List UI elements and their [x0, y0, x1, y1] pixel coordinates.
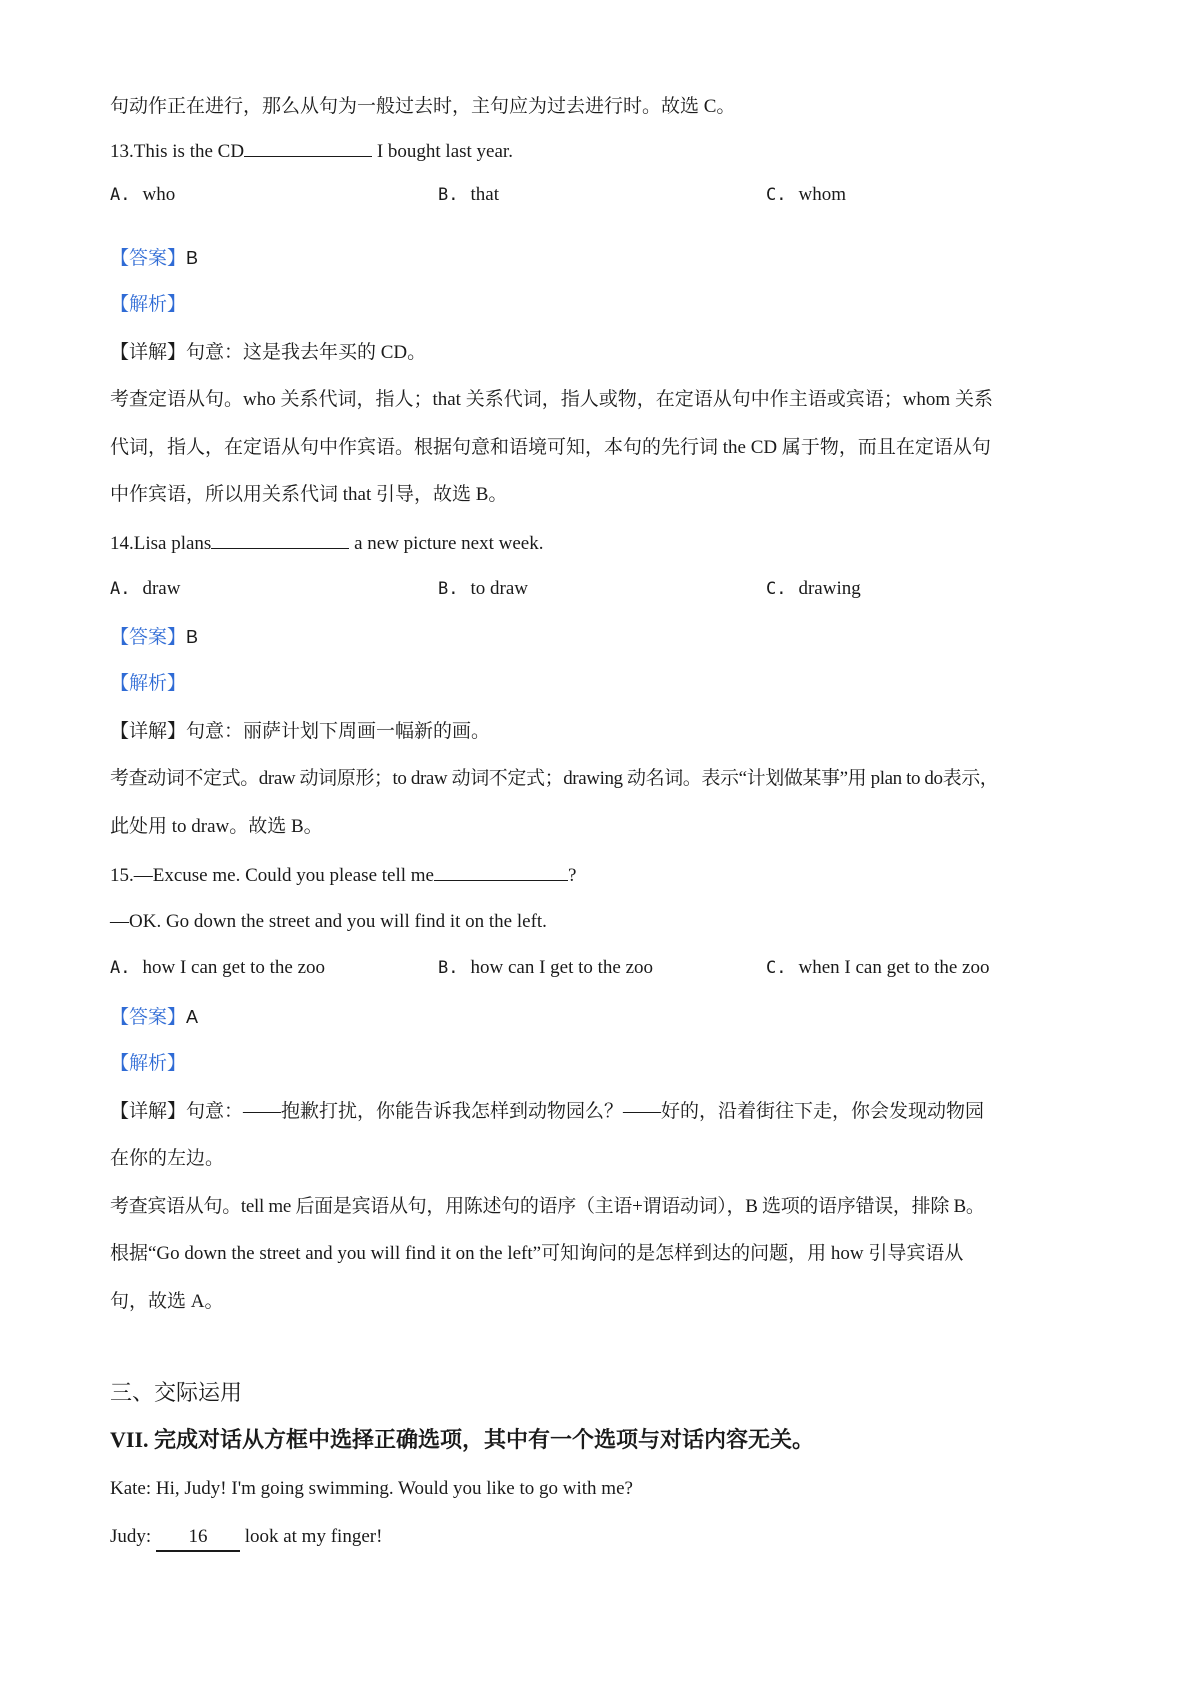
explanation-line: 考查宾语从句。tell me 后面是宾语从句，用陈述句的语序（主语+谓语动词），B 选项的语序错误，排除 B。: [110, 1196, 985, 1217]
option-a: A. how I can get to the zoo: [110, 957, 326, 978]
option-c: C. whom: [766, 184, 846, 205]
detail-line: 【详解】句意：——抱歉打扰，你能告诉我怎样到动物园么？——好的，沿着街往下走，你会发现动物园: [110, 1101, 985, 1122]
option-b: B. that: [438, 184, 499, 205]
analysis-label: 【解析】: [110, 294, 187, 315]
explanation-line: 此处用 to draw。故选 B。: [110, 816, 323, 837]
dialogue-reply: —OK. Go down the street and you will find it on the left.: [110, 911, 547, 932]
option-a: A. draw: [110, 578, 181, 599]
part-title: VII. 完成对话从方框中选择正确选项，其中有一个选项与对话内容无关。: [110, 1427, 815, 1452]
section-heading: 三、交际运用: [110, 1381, 243, 1406]
question-13-stem: 13.This is the CD: [110, 141, 245, 162]
question-15-stem: 15.—Excuse me. Could you please tell me: [110, 865, 434, 886]
detail-line: 【详解】句意：这是我去年买的 CD。: [110, 342, 427, 363]
text-line: 句动作正在进行，那么从句为一般过去时，主句应为过去进行时。故选 C。: [110, 96, 736, 117]
analysis-label: 【解析】: [110, 673, 187, 694]
explanation-line: 根据“Go down the street and you will find it on the left”可知询问的是怎样到达的问题，用 how 引导宾语从: [110, 1243, 964, 1264]
explanation-line: 考查动词不定式。draw 动词原形；to draw 动词不定式；drawing 动名词。表示“计划做某事”用 plan to do表示，: [110, 768, 999, 789]
option-b: B. how can I get to the zoo: [438, 957, 654, 978]
question-14-tail: a new picture next week.: [349, 533, 544, 554]
option-c: C. drawing: [766, 578, 861, 599]
answer-blank: [434, 862, 568, 881]
detail-line: 【详解】句意：丽萨计划下周画一幅新的画。: [110, 721, 491, 742]
question-15: [110, 862, 576, 889]
answer-blank: [244, 138, 372, 157]
answer-line: 【答案】B: [110, 627, 199, 648]
explanation-line: 考查定语从句。who 关系代词，指人；that 关系代词，指人或物，在定语从句中作主语或宾语；whom 关系: [110, 389, 993, 410]
question-14-stem: 14.Lisa plans: [110, 533, 212, 554]
option-b: B. to draw: [438, 578, 528, 599]
detail-line: 在你的左边。: [110, 1148, 225, 1169]
answer-line: 【答案】B: [110, 248, 199, 269]
question-13-tail: I bought last year.: [372, 141, 513, 162]
question-15-tail: ?: [567, 865, 577, 886]
question-14: [110, 530, 543, 557]
dialogue-line-kate: Kate: Hi, Judy! I'm going swimming. Would you like to go with me?: [110, 1478, 633, 1499]
analysis-label: 【解析】: [110, 1053, 187, 1074]
answer-line: 【答案】A: [110, 1007, 199, 1028]
answer-blank: [211, 530, 349, 549]
answer-blank-16: 16: [156, 1524, 240, 1552]
explanation-line: 中作宾语，所以用关系代词 that 引导，故选 B。: [110, 484, 508, 505]
option-a: A. who: [110, 184, 176, 205]
dialogue-line-judy: Judy: 16 look at my finger!: [110, 1524, 382, 1552]
option-c: C. when I can get to the zoo: [766, 957, 990, 978]
explanation-line: 代词，指人，在定语从句中作宾语。根据句意和语境可知，本句的先行词 the CD 属于物，而且在定语从句: [110, 437, 991, 458]
question-13: [110, 138, 513, 165]
explanation-line: 句，故选 A。: [110, 1291, 224, 1312]
